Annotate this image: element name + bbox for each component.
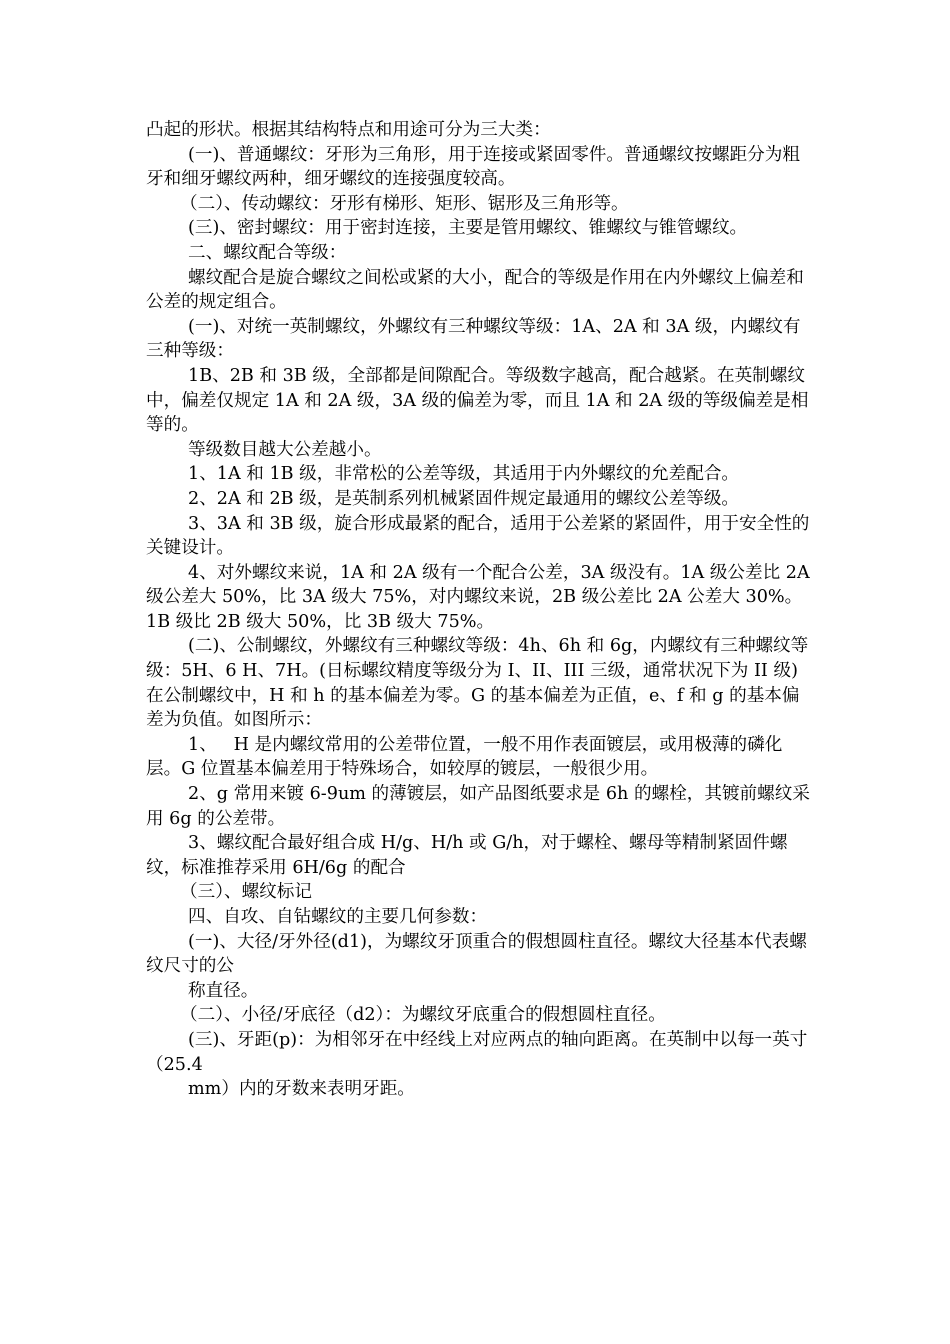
paragraph: 四、自攻、自钻螺纹的主要几何参数： [188,907,488,927]
paragraph: 3、3A 和 3B 级，旋合形成最紧的配合，适用于公差紧的紧固件，用于安全性的关键设计。 [146,513,810,559]
paragraph: (三)、密封螺纹：用于密封连接，主要是管用螺纹、锥螺纹与锥管螺纹。 [188,218,748,239]
paragraph: 2、2A 和 2B 级，是英制系列机械紧固件规定最通用的螺纹公差等级。 [188,488,740,509]
paragraph: (一)、大径/牙外径(d1)，为螺纹牙顶重合的假想圆柱直径。螺纹大径基本代表螺纹尺寸的公 [146,931,807,977]
paragraph: 二、螺纹配合等级： [188,242,347,263]
document-body [146,118,816,1102]
paragraph: (一)、普通螺纹：牙形为三角形，用于连接或紧固零件。普通螺纹按螺距分为粗牙和细牙螺纹两种，细牙螺纹的连接强度较高。 [146,144,800,190]
paragraph: mm）内的牙数来表明牙距。 [188,1079,415,1100]
paragraph: 1B、2B 和 3B 级，全部都是间隙配合。等级数字越高，配合越紧。在英制螺纹中，偏差仅规定 1A 和 2A 级，3A 级的偏差为零，而且 1A 和 2A 级的等级偏差是相等的。 [146,365,809,436]
paragraph: 1、 H 是内螺纹常用的公差带位置，一般不用作表面镀层，或用极薄的磷化层。G 位置基本偏差用于特殊场合，如较厚的镀层，一般很少用。 [146,734,783,780]
paragraph: (一)、对统一英制螺纹，外螺纹有三种螺纹等级：1A、2A 和 3A 级，内螺纹有三种等级： [146,316,801,362]
paragraph: 3、螺纹配合最好组合成 H/g、H/h 或 G/h，对于螺栓、螺母等精制紧固件螺纹，标准推荐采用 6H/6g 的配合 [146,833,788,878]
paragraph: 1、1A 和 1B 级，非常松的公差等级，其适用于内外螺纹的允差配合。 [188,464,740,485]
paragraph: (二)、公制螺纹，外螺纹有三种螺纹等级：4h、6h 和 6g，内螺纹有三种螺纹等级：5H、6 H、7H。(日标螺纹精度等级分为 I、II、III 三级，通常状况下为 II 级)在公制螺纹中，H 和 h 的基本偏差为零。G 的基本偏差为正值，e、f 和 g 的基本偏差为负值。如图所示： [146,636,809,731]
paragraph: （二）、传动螺纹：牙形有梯形、矩形、锯形及三角形等。 [180,193,629,214]
paragraph: 2、g 常用来镀 6-9um 的薄镀层，如产品图纸要求是 6h 的螺栓，其镀前螺纹采用 6g 的公差带。 [146,784,810,829]
paragraph: 凸起的形状。根据其结构特点和用途可分为三大类： [146,120,551,140]
paragraph: 等级数目越大公差越小。 [188,439,382,460]
paragraph: 螺纹配合是旋合螺纹之间松或紧的大小，配合的等级是作用在内外螺纹上偏差和公差的规定组合。 [146,267,804,313]
paragraph: (三)、牙距(p)：为相邻牙在中经线上对应两点的轴向距离。在英制中以每一英寸（25.4 [146,1029,808,1075]
paragraph: （三）、螺纹标记 [180,882,312,903]
paragraph: 4、对外螺纹来说，1A 和 2A 级有一个配合公差，3A 级没有。1A 级公差比 2A 级公差大 50%，比 3A 级大 75%，对内螺纹来说，2B 级公差比 2A 公差大 30%。1B 级比 2B 级大 50%，比 3B 级大 75%。 [146,562,816,632]
paragraph: 称直径。 [188,980,259,1001]
paragraph: （二）、小径/牙底径（d2）：为螺纹牙底重合的假想圆柱直径。 [180,1005,666,1026]
